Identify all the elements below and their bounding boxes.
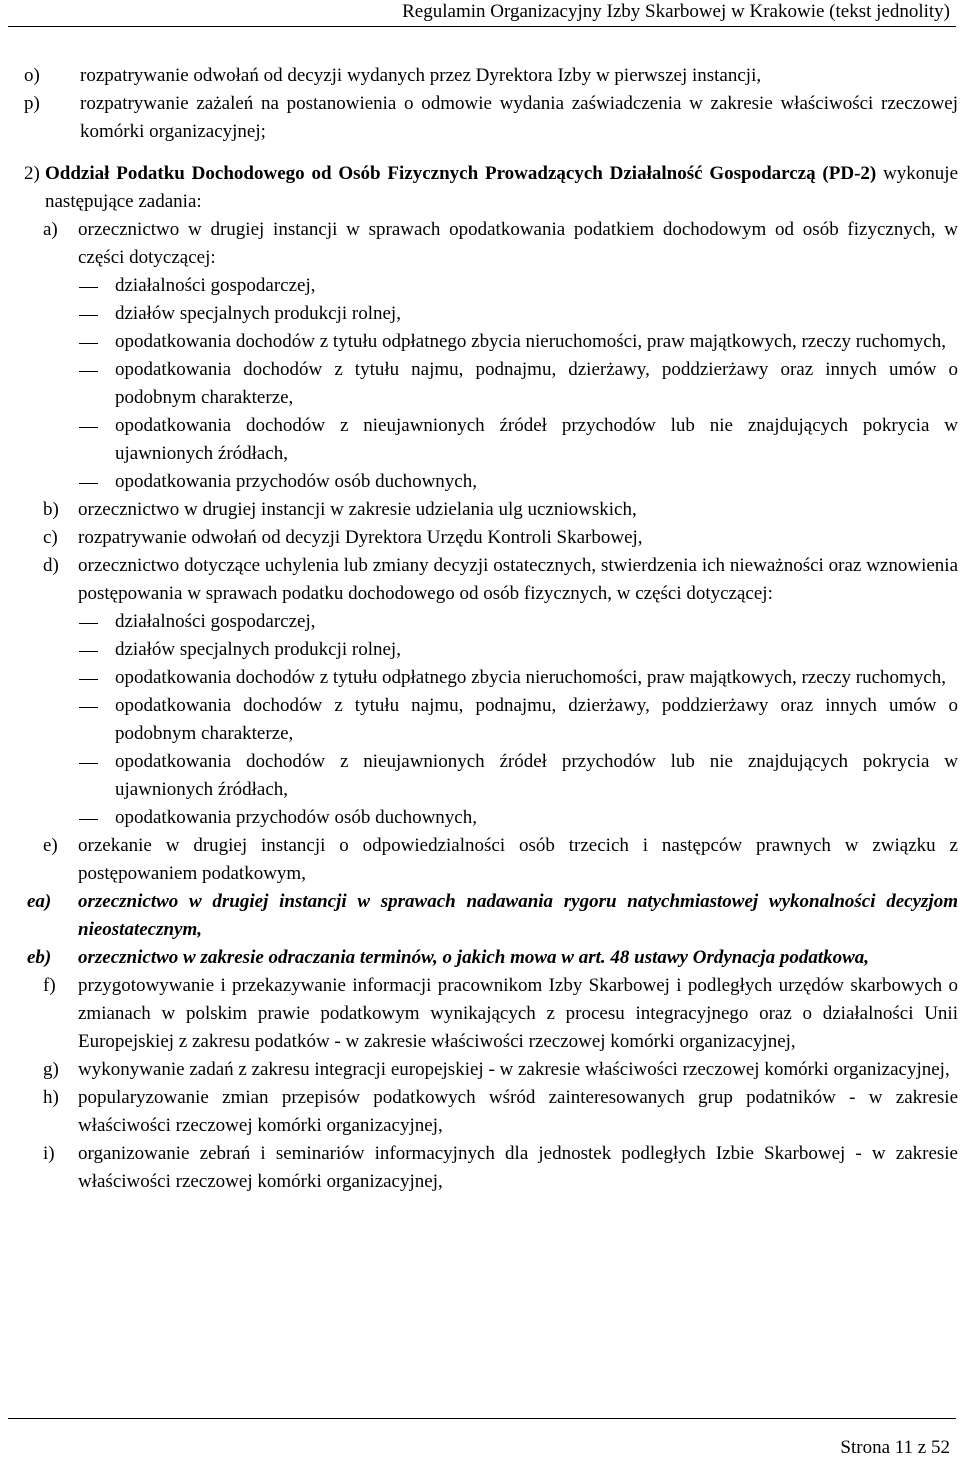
section-2 xyxy=(0,160,960,216)
section-title: Oddział Podatku Dochodowego od Osób Fizycznych Prowadzących Działalność Gospodarczą (PD-2) xyxy=(45,163,877,184)
dash-mark xyxy=(79,819,98,820)
dash-text: opodatkowania dochodów z nieujawnionych źródeł przychodów lub nie znajdujących pokrycia w ujawnionych źródłach, xyxy=(115,415,958,464)
item-label: c) xyxy=(43,527,58,548)
page-header: Regulamin Organizacyjny Izby Skarbowej w Krakowie (tekst jednolity) xyxy=(402,1,950,22)
dash-mark xyxy=(79,371,98,372)
item-text: popularyzowanie zmian przepisów podatkowych wśród zainteresowanych grup podatników - w zakresie właściwości rzeczowej komórki organizacyjnej, xyxy=(78,1087,958,1136)
list-item-o xyxy=(0,62,960,90)
dash-item xyxy=(0,804,960,832)
dash-item xyxy=(0,692,960,748)
page-number: Strona 11 z 52 xyxy=(840,1437,950,1458)
item-label: f) xyxy=(43,975,56,996)
list-item-f xyxy=(0,972,960,1056)
list-item-ea xyxy=(0,888,960,944)
dash-text: działów specjalnych produkcji rolnej, xyxy=(115,639,401,660)
dash-item xyxy=(0,412,960,468)
document-body xyxy=(0,62,960,1196)
dash-mark xyxy=(79,287,98,288)
dash-item xyxy=(0,664,960,692)
dash-text: opodatkowania dochodów z tytułu najmu, podnajmu, dzierżawy, poddzierżawy oraz innych umów o podobnym charakterze, xyxy=(115,359,958,408)
dash-text: opodatkowania przychodów osób duchownych, xyxy=(115,471,477,492)
list-item-d xyxy=(0,552,960,608)
dash-mark xyxy=(79,343,98,344)
dash-item xyxy=(0,748,960,804)
footer-rule xyxy=(8,1418,956,1419)
dash-mark xyxy=(79,707,98,708)
item-label: b) xyxy=(43,499,59,520)
dash-text: działów specjalnych produkcji rolnej, xyxy=(115,303,401,324)
dash-text: działalności gospodarczej, xyxy=(115,611,316,632)
dash-text: opodatkowania przychodów osób duchownych, xyxy=(115,807,477,828)
item-text: orzekanie w drugiej instancji o odpowiedzialności osób trzecich i następców prawnych w związku z postępowaniem podatkowym, xyxy=(78,835,958,884)
dash-text: opodatkowania dochodów z tytułu odpłatnego zbycia nieruchomości, praw majątkowych, rzeczy ruchomych, xyxy=(115,331,946,352)
list-item-c xyxy=(0,524,960,552)
item-text: orzecznictwo w drugiej instancji w sprawach nadawania rygoru natychmiastowej wykonalności decyzjom nieostatecznym, xyxy=(78,891,958,940)
header-rule xyxy=(8,26,956,27)
section-label: 2) xyxy=(24,163,40,184)
dash-mark xyxy=(79,763,98,764)
item-label: d) xyxy=(43,555,59,576)
list-item-e xyxy=(0,832,960,888)
item-label: e) xyxy=(43,835,58,856)
item-label: h) xyxy=(43,1087,59,1108)
list-item-b xyxy=(0,496,960,524)
list-item-h xyxy=(0,1084,960,1140)
dash-text: działalności gospodarczej, xyxy=(115,275,316,296)
dash-mark xyxy=(79,315,98,316)
dash-item xyxy=(0,608,960,636)
list-item-g xyxy=(0,1056,960,1084)
dash-item xyxy=(0,468,960,496)
item-text: orzecznictwo w zakresie odraczania terminów, o jakich mowa w art. 48 ustawy Ordynacja podatkowa, xyxy=(78,947,870,968)
item-text: rozpatrywanie odwołań od decyzji Dyrektora Urzędu Kontroli Skarbowej, xyxy=(78,527,643,548)
dash-mark xyxy=(79,679,98,680)
dash-mark xyxy=(79,427,98,428)
section-heading xyxy=(45,160,958,216)
item-label: eb) xyxy=(27,947,52,968)
item-label: ea) xyxy=(27,891,52,912)
item-text: wykonywanie zadań z zakresu integracji europejskiej - w zakresie właściwości rzeczowej komórki organizacyjnej, xyxy=(78,1059,950,1080)
dash-mark xyxy=(79,651,98,652)
list-item-eb xyxy=(0,944,960,972)
item-text: orzecznictwo w drugiej instancji w sprawach opodatkowania podatkiem dochodowym od osób fizycznych, w części dotyczącej: xyxy=(78,219,958,268)
dash-item xyxy=(0,328,960,356)
section-title-rest: wykonuje następujące zadania: xyxy=(45,163,959,212)
dash-item xyxy=(0,272,960,300)
item-text: przygotowywanie i przekazywanie informacji pracownikom Izby Skarbowej i podległych urzędów skarbowych o zmianach w polskim prawie podatkowym wynikających z procesu integracyjnego oraz o działalności Unii Europejskiej z zakresu podatków - w zakresie właściwości rzeczowej komórki organizacyjnej, xyxy=(78,975,958,1052)
item-label: i) xyxy=(43,1143,55,1164)
item-text: orzecznictwo w drugiej instancji w zakresie udzielania ulg uczniowskich, xyxy=(78,499,637,520)
list-item-i xyxy=(0,1140,960,1196)
dash-text: opodatkowania dochodów z tytułu najmu, podnajmu, dzierżawy, poddzierżawy oraz innych umów o podobnym charakterze, xyxy=(115,695,958,744)
item-label: g) xyxy=(43,1059,59,1080)
dash-text: opodatkowania dochodów z tytułu odpłatnego zbycia nieruchomości, praw majątkowych, rzeczy ruchomych, xyxy=(115,667,946,688)
item-text: rozpatrywanie zażaleń na postanowienia o odmowie wydania zaświadczenia w zakresie właściwości rzeczowej komórki organizacyjnej; xyxy=(80,93,958,142)
item-label: a) xyxy=(43,219,58,240)
item-text: orzecznictwo dotyczące uchylenia lub zmiany decyzji ostatecznych, stwierdzenia ich nieważności oraz wznowienia postępowania w sprawach podatku dochodowego od osób fizycznych, w części dotyczącej: xyxy=(78,555,958,604)
dash-mark xyxy=(79,623,98,624)
dash-item xyxy=(0,636,960,664)
list-item-p xyxy=(0,90,960,146)
dash-mark xyxy=(79,483,98,484)
item-label: p) xyxy=(24,93,40,114)
item-text: organizowanie zebrań i seminariów informacyjnych dla jednostek podległych Izbie Skarbowej - w zakresie właściwości rzeczowej komórki organizacyjnej, xyxy=(78,1143,958,1192)
item-label: o) xyxy=(24,65,40,86)
item-text: rozpatrywanie odwołań od decyzji wydanych przez Dyrektora Izby w pierwszej instancji, xyxy=(80,65,762,86)
dash-item xyxy=(0,300,960,328)
list-item-a xyxy=(0,216,960,272)
dash-text: opodatkowania dochodów z nieujawnionych źródeł przychodów lub nie znajdujących pokrycia w ujawnionych źródłach, xyxy=(115,751,958,800)
dash-item xyxy=(0,356,960,412)
